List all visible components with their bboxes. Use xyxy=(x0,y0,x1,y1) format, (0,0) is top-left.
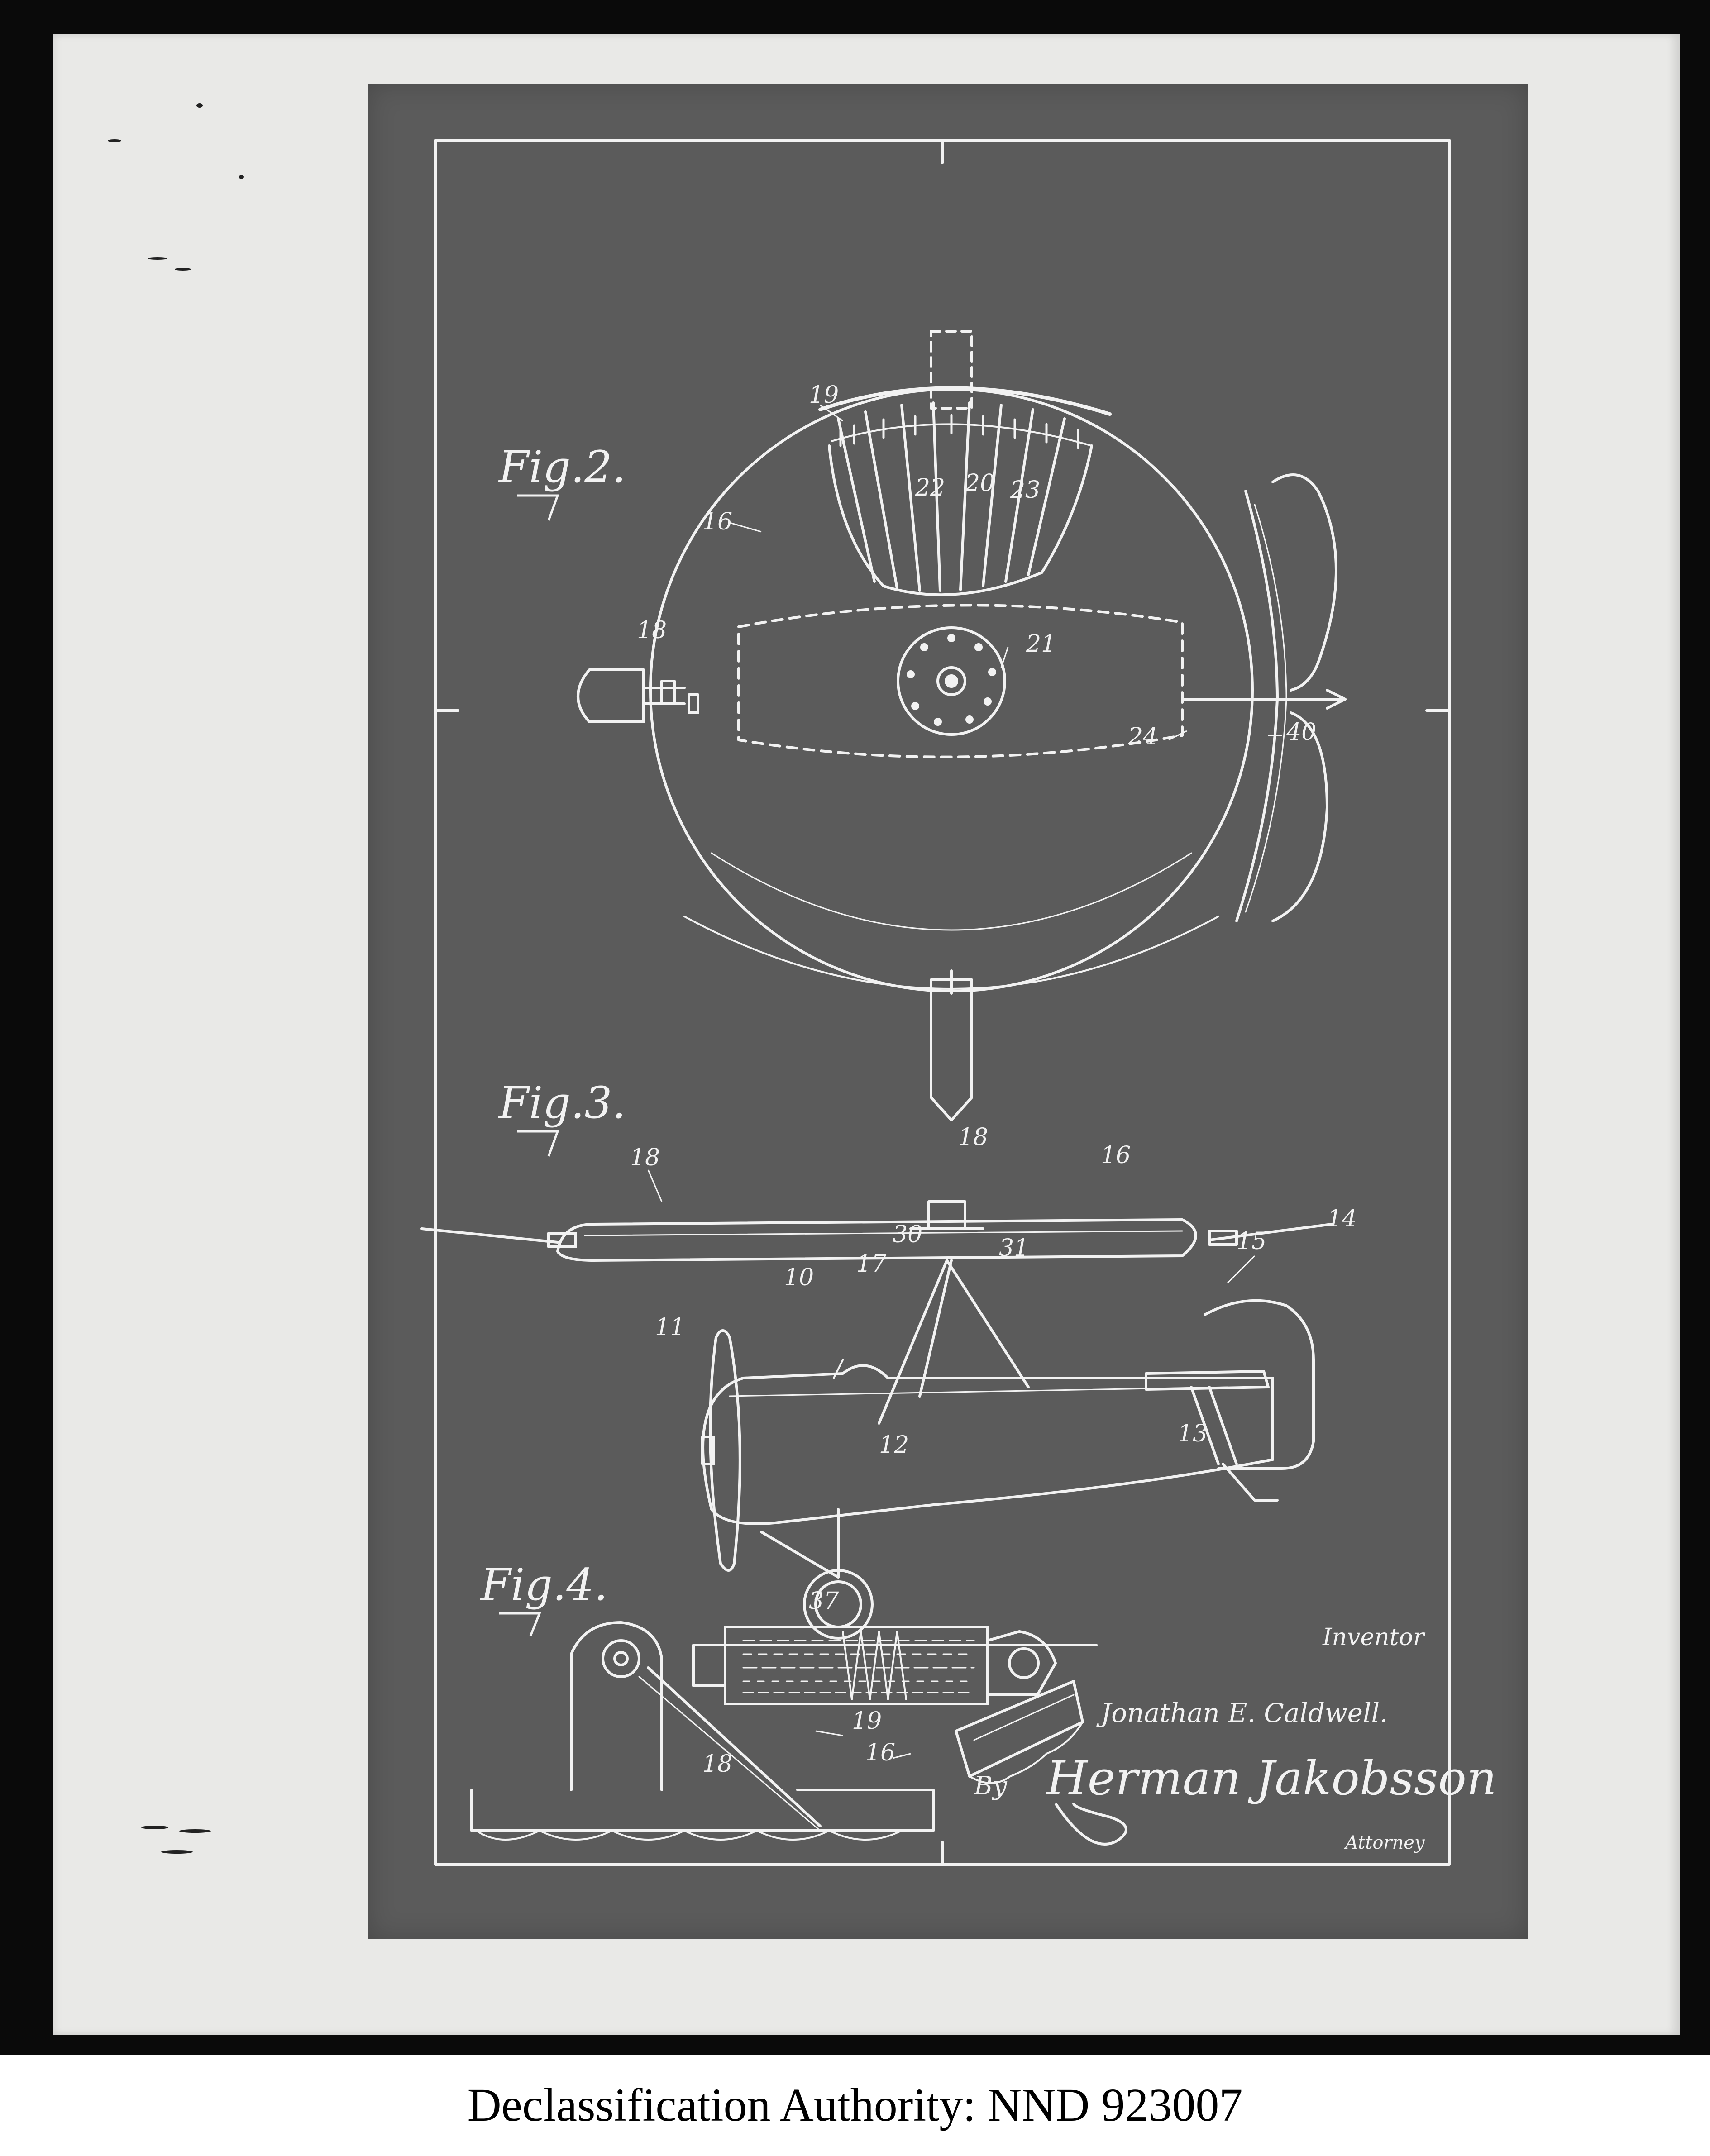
fig3-ref-12: 12 xyxy=(879,1431,909,1459)
fig2-disc-drawing xyxy=(578,331,1345,1120)
paper-speck xyxy=(141,1826,168,1829)
paper-speck xyxy=(148,257,167,260)
fig4-ref-37: 37 xyxy=(809,1588,839,1615)
inventor-name: Jonathan E. Caldwell. xyxy=(1101,1698,1388,1728)
fig2-ref-40: 40 xyxy=(1286,719,1317,746)
fig3-ref-11: 11 xyxy=(655,1314,685,1341)
fig3-ref-17: 17 xyxy=(856,1250,887,1278)
fig3-ref-30: 30 xyxy=(893,1221,923,1248)
fig4-title-underline xyxy=(499,1613,540,1636)
fig3-ref-14: 14 xyxy=(1327,1205,1357,1232)
fig3-ref-16: 16 xyxy=(1101,1142,1131,1169)
fig2-ref-16: 16 xyxy=(702,508,733,535)
fig3-title-underline xyxy=(517,1131,558,1156)
fig4-title: Fig.4. xyxy=(481,1560,608,1610)
fig4-ref-16: 16 xyxy=(865,1739,896,1766)
fig2-ref-21: 21 xyxy=(1026,630,1056,658)
fig2-ref-24: 24 xyxy=(1128,723,1158,750)
declassification-caption: Declassification Authority: NND 923007 xyxy=(467,2079,1243,2131)
fig3-title: Fig.3. xyxy=(499,1078,626,1128)
fig2-title: Fig.2. xyxy=(499,442,626,492)
patent-drawing-sheet xyxy=(368,84,1528,1939)
fig4-ref-18: 18 xyxy=(702,1751,733,1778)
paper-speck xyxy=(179,1829,211,1833)
fig3-ref-18-center: 18 xyxy=(958,1124,989,1151)
fig3-ref-31: 31 xyxy=(999,1235,1029,1262)
patent-drawing xyxy=(368,84,1528,1939)
paper-speck xyxy=(175,268,191,271)
by-label: By xyxy=(974,1771,1007,1801)
fig2-title-underline xyxy=(517,496,558,520)
fig2-ref-20: 20 xyxy=(965,470,995,497)
paper-speck xyxy=(161,1850,193,1854)
fig2-ref-22: 22 xyxy=(915,474,946,501)
attorney-signature: Herman Jakobsson xyxy=(1046,1751,1497,1806)
signature-flourish xyxy=(1056,1803,1126,1844)
paper-speck xyxy=(239,175,244,179)
fig2-ref-19: 19 xyxy=(809,382,839,409)
paper-speck xyxy=(108,139,121,142)
fig2-ref-23: 23 xyxy=(1010,477,1041,504)
inventor-heading: Inventor xyxy=(1323,1624,1424,1651)
fig3-ref-18-left: 18 xyxy=(630,1144,660,1171)
fig3-ref-15: 15 xyxy=(1237,1228,1267,1255)
fig4-mechanism-drawing xyxy=(472,1622,1083,1840)
fig3-ref-13: 13 xyxy=(1178,1420,1208,1447)
fig3-ref-10: 10 xyxy=(784,1264,814,1291)
paper-speck xyxy=(196,103,203,108)
fig4-ref-19: 19 xyxy=(852,1708,882,1735)
fig2-ref-18: 18 xyxy=(637,617,667,644)
attorney-label: Attorney xyxy=(1345,1832,1425,1853)
